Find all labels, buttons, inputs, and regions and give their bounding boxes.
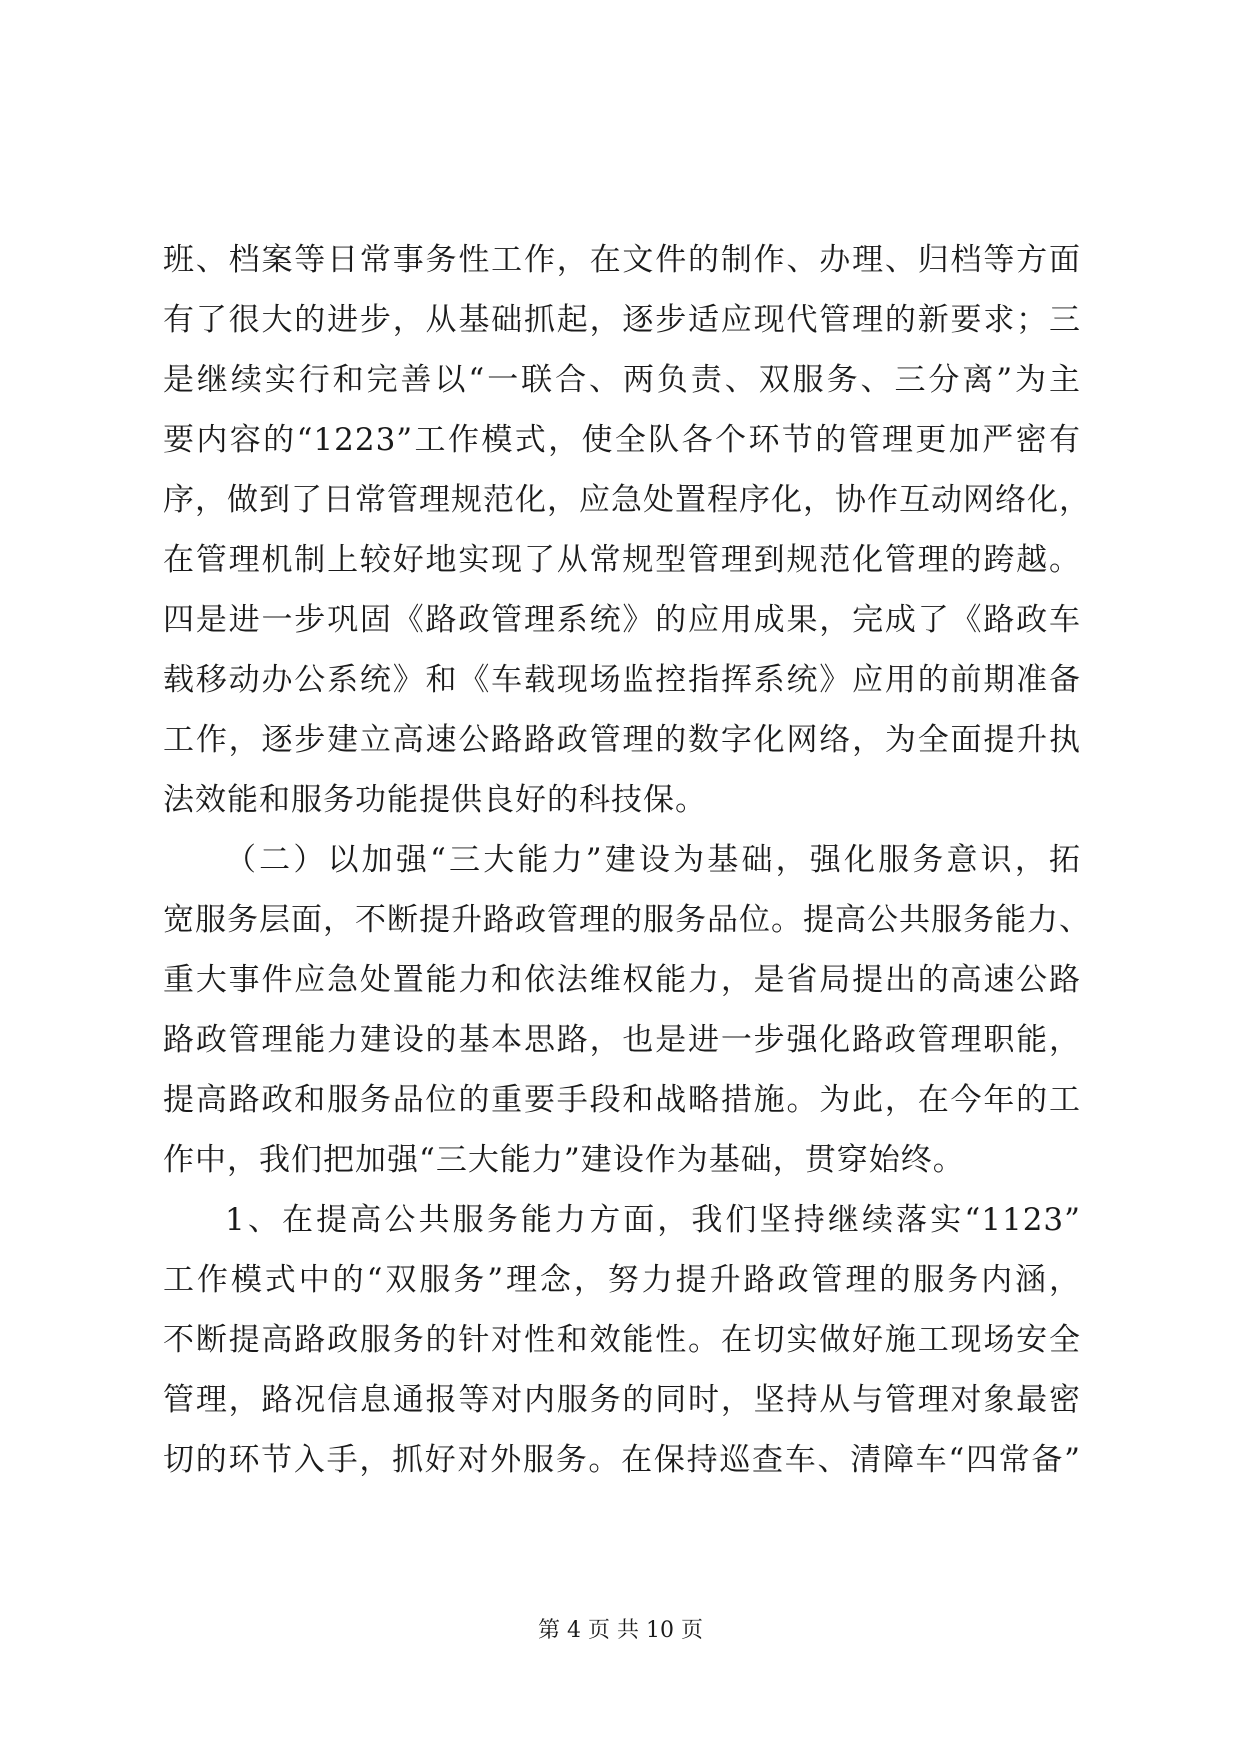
text-line: 管理，路况信息通报等对内服务的同时，坚持从与管理对象最密: [163, 1382, 1081, 1418]
text-line: 班、档案等日常事务性工作，在文件的制作、办理、归档等方面: [163, 242, 1081, 278]
text-line: 法效能和服务功能提供良好的科技保。: [163, 782, 707, 818]
text-line: 1、在提高公共服务能力方面，我们坚持继续落实“1123”: [225, 1202, 1081, 1238]
text-line: 切的环节入手，抓好对外服务。在保持巡查车、清障车“四常备”: [163, 1442, 1081, 1478]
text-line: 路政管理能力建设的基本思路，也是进一步强化路政管理职能，: [163, 1022, 1081, 1058]
text-line: 序，做到了日常管理规范化，应急处置程序化，协作互动网络化，: [163, 482, 1091, 518]
text-line: 有了很大的进步，从基础抓起，逐步适应现代管理的新要求；三: [163, 302, 1081, 338]
text-line: 工作，逐步建立高速公路路政管理的数字化网络，为全面提升执: [163, 722, 1081, 758]
text-line: 载移动办公系统》和《车载现场监控指挥系统》应用的前期准备: [163, 662, 1081, 698]
text-line: 重大事件应急处置能力和依法维权能力，是省局提出的高速公路: [163, 962, 1081, 998]
text-line: 不断提高路政服务的针对性和效能性。在切实做好施工现场安全: [163, 1322, 1081, 1358]
text-line: 在管理机制上较好地实现了从常规型管理到规范化管理的跨越。: [163, 542, 1081, 578]
text-line: 要内容的“1223”工作模式，使全队各个环节的管理更加严密有: [163, 422, 1081, 458]
text-line: 四是进一步巩固《路政管理系统》的应用成果，完成了《路政车: [163, 602, 1081, 638]
text-line: 宽服务层面，不断提升路政管理的服务品位。提高公共服务能力、: [163, 902, 1091, 938]
text-line: 提高路政和服务品位的重要手段和战略措施。为此，在今年的工: [163, 1082, 1081, 1118]
text-line: 作中，我们把加强“三大能力”建设作为基础，贯穿始终。: [163, 1142, 965, 1178]
text-line: （二）以加强“三大能力”建设为基础，强化服务意识，拓: [225, 842, 1081, 878]
text-line: 工作模式中的“双服务”理念，努力提升路政管理的服务内涵，: [163, 1262, 1081, 1298]
text-line: 是继续实行和完善以“一联合、两负责、双服务、三分离”为主: [163, 362, 1081, 398]
page-number-footer: 第 4 页 共 10 页: [538, 1618, 703, 1643]
document-body: [163, 230, 1091, 1490]
